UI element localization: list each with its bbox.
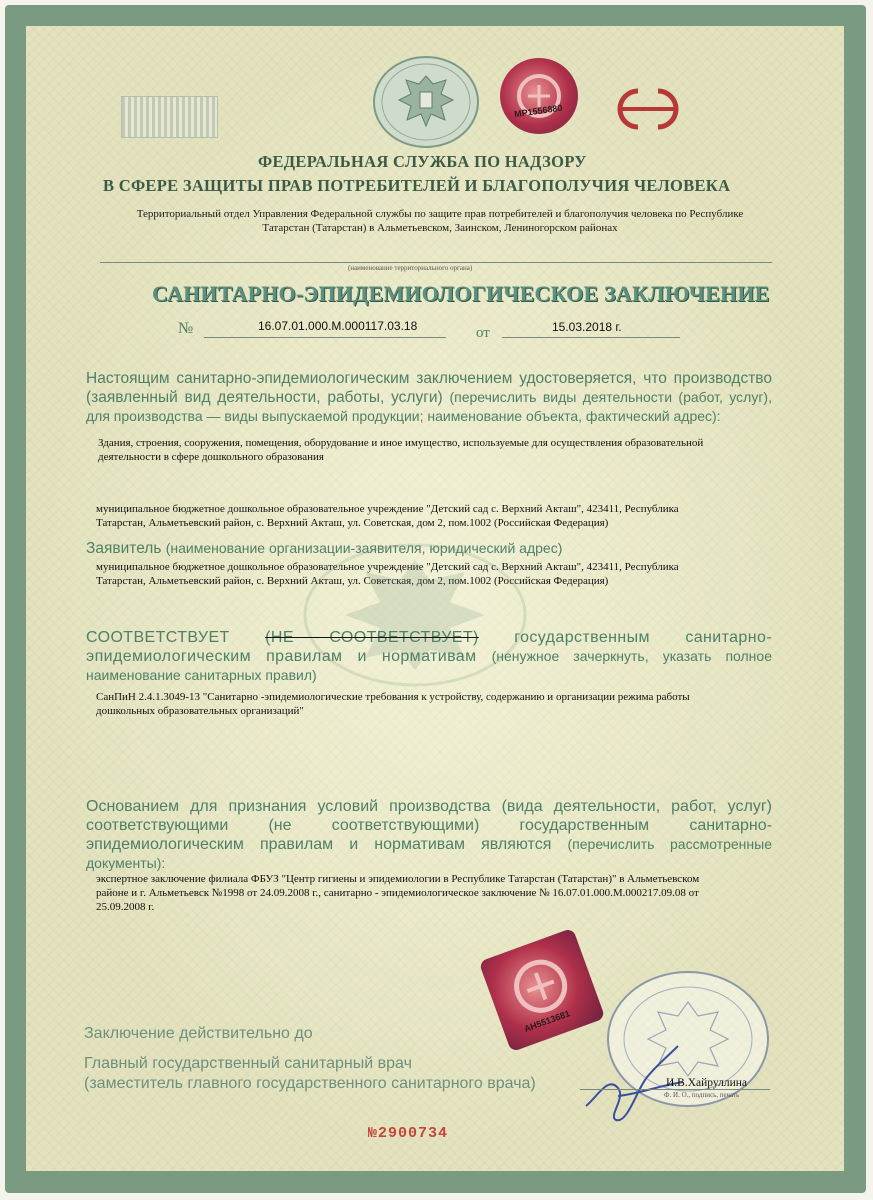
header-line-2: В СФЕРЕ ЗАЩИТЫ ПРАВ ПОТРЕБИТЕЛЕЙ И БЛАГОПОЛУЧИЯ ЧЕЛОВЕКА [103, 176, 731, 195]
number-label: № [178, 320, 194, 337]
certificate-date: 15.03.2018 г. [552, 320, 622, 334]
certifies-value-line-1: Здания, строения, сооружения, помещения, оборудование и иное имущество, используемые для осуществления образовательной [98, 437, 704, 449]
hologram-code-2: AH5513681 [522, 1008, 572, 1035]
date-underline [502, 337, 680, 338]
document-title: САНИТАРНО-ЭПИДЕМИОЛОГИЧЕСКОЕ ЗАКЛЮЧЕНИЕ [152, 281, 770, 306]
compliance-value-line-1: СанПиН 2.4.1.3049-13 "Санитарно -эпидемиологические требования к устройству, содержанию и организации режима работы [96, 691, 690, 703]
certifies-text: Настоящим санитарно-эпидемиологическим заключением удостоверяется, что производство (заявленный вид деятельности, работы, услуги) [86, 370, 772, 406]
doctor-caption: Ф. И. О., подпись, печать [664, 1091, 740, 1099]
applicant-line-1: муниципальное бюджетное дошкольное образовательное учреждение "Детский сад с. Верхний Акташ", 423411, Республика [96, 561, 679, 573]
serial-number: №2900734 [368, 1125, 449, 1142]
basis-text: Основанием для признания условий производства (вида деятельности, работ, услуг) соответствующими (не соответствующими) государственным санитарно-эпидемиологическим правилам и нормативам являются [86, 798, 772, 853]
hologram-code: MP1556880 [513, 102, 564, 120]
eagle-emblem-icon [371, 54, 481, 150]
compliance-paragraph [86, 628, 772, 685]
certifies-value-line-2: деятельности в сфере дошкольного образования [98, 451, 324, 463]
compliance-line-2: эпидемиологическим правилам и нормативам [86, 648, 477, 665]
certifies-hint: (перечислить виды деятельности (работ, услуг), для производства — виды выпускаемой продукции; наименование объекта, фактический адрес): [86, 389, 772, 424]
certifies-paragraph [86, 369, 772, 426]
compliance-struck: (НЕ СООТВЕТСТВУЕТ) [265, 629, 479, 646]
applicant-label: Заявитель [86, 540, 162, 557]
compliance-value-line-2: дошкольных образовательных организаций" [96, 705, 304, 717]
hologram-emblem-icon [500, 58, 578, 134]
doctor-line-1: Главный государственный санитарный врач [84, 1055, 412, 1072]
basis-value-line-2: районе и г. Альметьевск №1998 от 24.09.2008 г., санитарно - эпидемиологическое заключение № 16.07.01.000.М.000217.09.08 от [96, 887, 699, 899]
header-caption: (наименование территориального органа) [348, 264, 473, 272]
doctor-line-2: (заместитель главного государственного санитарного врача) [84, 1075, 536, 1092]
compliance-rest: государственным санитарно- [514, 629, 772, 646]
org-line-1: муниципальное бюджетное дошкольное образовательное учреждение "Детский сад с. Верхний Акташ", 423411, Республика [96, 503, 679, 515]
header-line-1: ФЕДЕРАЛЬНАЯ СЛУЖБА ПО НАДЗОРУ [258, 152, 587, 171]
date-from-label: от [476, 325, 490, 341]
validity-label: Заключение действительно до [84, 1025, 313, 1042]
security-pattern [121, 96, 218, 138]
header-body-line-1: Территориальный отдел Управления Федеральной службы по защите прав потребителей и благополучия человека по Республике [136, 208, 744, 220]
doctor-name: И.В.Хайруллина [666, 1077, 748, 1089]
basis-value-line-1: экспертное заключение филиала ФБУЗ "Центр гигиены и эпидемиологии в Республике Татарстан (Татарстан)" в Альметьевском [96, 873, 700, 885]
header-underline [100, 262, 772, 263]
applicant-hint: (наименование организации-заявителя, юридический адрес) [165, 540, 563, 556]
basis-value-line-3: 25.09.2008 г. [96, 901, 155, 913]
basis-paragraph [86, 797, 772, 873]
hologram-sticker [500, 58, 578, 134]
basis-hint: (перечислить рассмотренные документы): [86, 836, 772, 871]
compliance-hint: (ненужное зачеркнуть, указать полное наименование санитарных правил) [86, 648, 772, 683]
certificate-number: 16.07.01.000.М.000117.03.18 [258, 319, 418, 333]
applicant-line-2: Татарстан, Альметьевский район, с. Верхний Акташ, ул. Советская, дом 2, пом.1002 (Российская Федерация) [96, 575, 609, 587]
se-mark-icon [608, 85, 688, 133]
number-underline [204, 337, 446, 338]
compliance-word: СООТВЕТСТВУЕТ [86, 629, 230, 646]
header-body-line-2: Татарстан (Татарстан) в Альметьевском, Заинском, Лениногорском районах [262, 222, 618, 234]
org-line-2: Татарстан, Альметьевский район, с. Верхний Акташ, ул. Советская, дом 2, пом.1002 (Российская Федерация) [96, 517, 609, 529]
